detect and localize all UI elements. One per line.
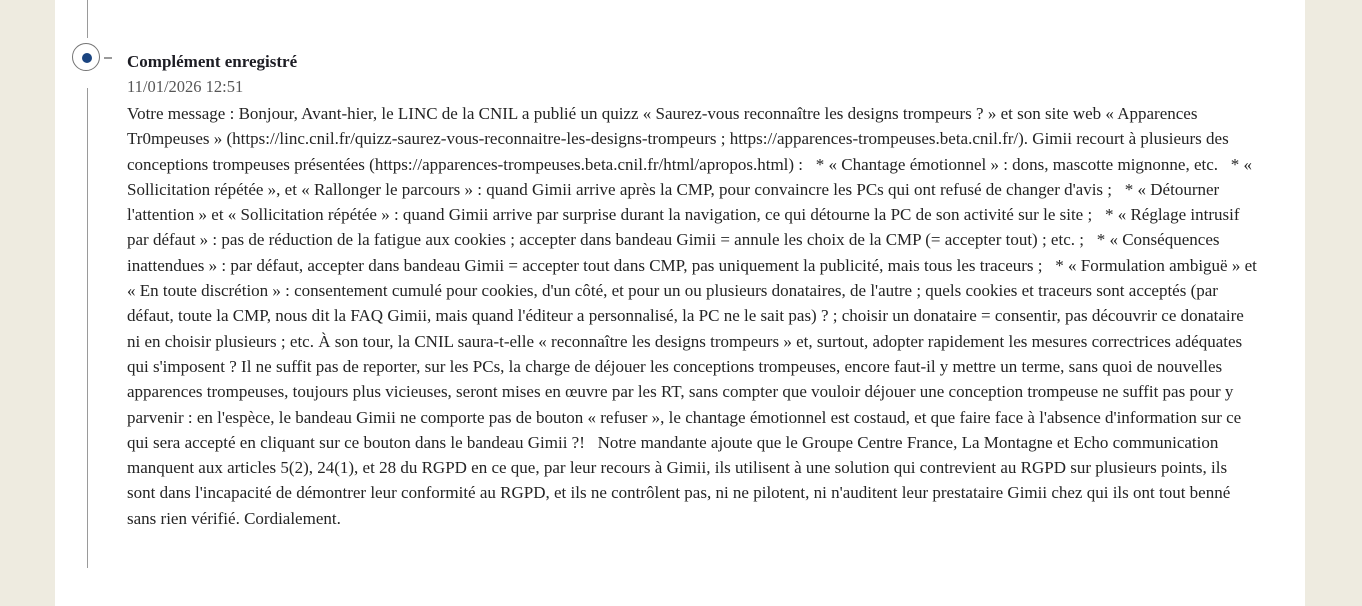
timeline-event bbox=[127, 49, 1262, 531]
timeline-line-bottom bbox=[87, 88, 88, 568]
timeline-marker-dot bbox=[82, 53, 92, 63]
event-title: Complément enregistré bbox=[127, 52, 298, 71]
timeline-line-top bbox=[87, 0, 88, 38]
event-date: 11/01/2026 12:51 bbox=[127, 77, 244, 96]
timeline-marker bbox=[72, 43, 100, 71]
content-panel bbox=[55, 0, 1305, 606]
timeline-connector-dash bbox=[104, 57, 112, 59]
event-message: Votre message : Bonjour, Avant-hier, le LINC de la CNIL a publié un quizz « Saurez-vous reconnaître les designs trompeurs ? » et son site web « Apparences Tr0mpeuses » (https://linc.cnil.fr/quizz-saurez-vous-reconnaitre-les-designs-trompeurs ; https://apparences-trompeuses.beta.cnil.fr/). Gimii recourt à plusieurs des conceptions trompeuses présentées (https://apparences-trompeuses.beta.cnil.fr/html/apropos.html) : * « Chantage émotionnel » : dons, mascotte mignonne, etc. * « Sollicitation répétée », et « Rallonger le parcours » : quand Gimii arrive après la CMP, pour convaincre les PCs qui ont refusé de changer d'avis ; * « Détourner l'attention » et « Sollicitation répétée » : quand Gimii arrive par surprise durant la navigation, ce qui détourne la PC de son activité sur le site ; * « Réglage intrusif par défaut » : pas de réduction de la fatigue aux cookies ; accepter dans bandeau Gimii = annule les choix de la CMP (= accepter tout) ; etc. ; * « Conséquences inattendues » : par défaut, accepter dans bandeau Gimii = accepter tout dans CMP, pas uniquement la publicité, mais tous les traceurs ; * « Formulation ambiguë » et « En toute discrétion » : consentement cumulé pour cookies, d'un côté, et pour un ou plusieurs donataires, de l'autre ; quels cookies et traceurs sont acceptés (par défaut, toute la CMP, nous dit la FAQ Gimii, mais quand l'éditeur a personnalisé, la PC ne le sait pas) ? ; choisir un donataire = consentir, pas découvrir ce donataire ni en choisir plusieurs ; etc. À son tour, la CNIL saura-t-elle « reconnaître les designs trompeurs » et, surtout, adopter rapidement les mesures correctrices adéquates qui s'imposent ? Il ne suffit pas de reporter, sur les PCs, la charge de déjouer les conceptions trompeuses, encore faut-il y mettre un terme, sans quoi de nouvelles apparences trompeuses, toujours plus vicieuses, seront mises en œuvre par les RT, sans compter que vouloir déjouer une conception trompeuse ne suffit pas pour y parvenir : en l'espèce, le bandeau Gimii ne comporte pas de bouton « refuser », le chantage émotionnel est costaud, et que faire face à l'absence d'information sur ce qui sera accepté en cliquant sur ce bouton dans le bandeau Gimii ?! Notre mandante ajoute que le Groupe Centre France, La Montagne et Echo communication manquent aux articles 5(2), 24(1), et 28 du RGPD en ce que, par leur recours à Gimii, ils utilisent à une solution qui contrevient au RGPD sur plusieurs points, ils sont dans l'incapacité de démontrer leur conformité au RGPD, et ils ne contrôlent pas, ni ne pilotent, ni n'auditent leur prestataire Gimii chez qui ils ont tout benné sans rien vérifié. Cordialement. bbox=[127, 104, 1262, 528]
